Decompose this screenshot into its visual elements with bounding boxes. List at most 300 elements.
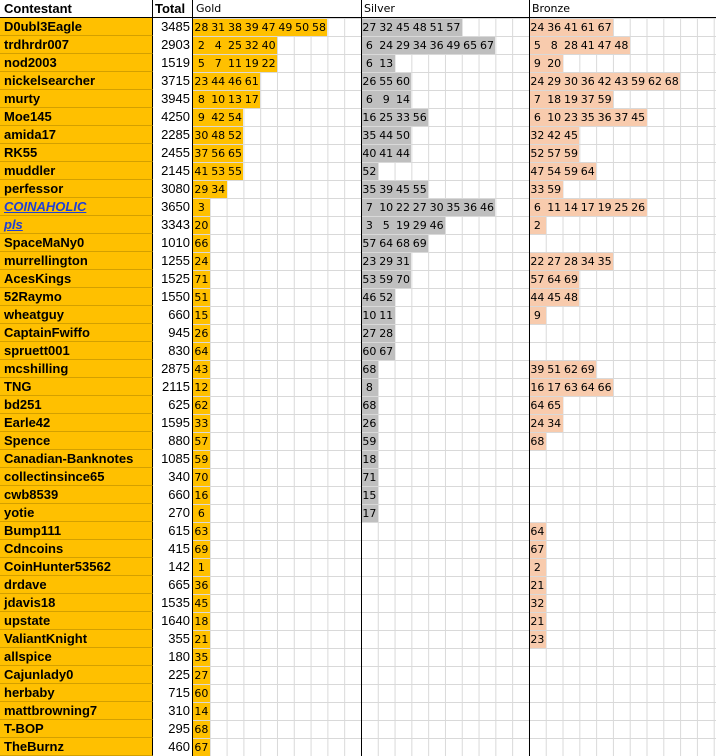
contestant-name[interactable]: CaptainFwiffo bbox=[0, 324, 153, 342]
silver-cell[interactable]: 45 bbox=[395, 21, 410, 34]
gold-cell[interactable]: 65 bbox=[227, 147, 242, 160]
silver-cell[interactable]: 67 bbox=[479, 39, 494, 52]
bronze-cell[interactable]: 59 bbox=[547, 183, 562, 196]
bronze-cell[interactable]: 28 bbox=[563, 39, 578, 52]
total-cell[interactable]: 1595 bbox=[153, 414, 193, 432]
header-bronze[interactable]: Bronze bbox=[529, 0, 716, 18]
gold-cell[interactable]: 44 bbox=[211, 75, 226, 88]
silver-cell[interactable]: 26 bbox=[362, 75, 377, 88]
silver-cell[interactable]: 57 bbox=[446, 21, 461, 34]
silver-cell[interactable]: 35 bbox=[362, 129, 377, 142]
bronze-cell[interactable]: 67 bbox=[530, 543, 545, 556]
gold-cell[interactable]: 31 bbox=[211, 21, 226, 34]
bronze-cell[interactable]: 19 bbox=[563, 93, 578, 106]
bronze-cell[interactable]: 34 bbox=[580, 255, 595, 268]
bronze-cell[interactable]: 2 bbox=[529, 217, 546, 234]
bronze-cell[interactable]: 51 bbox=[547, 363, 562, 376]
gold-cell[interactable]: 13 bbox=[227, 93, 242, 106]
gold-cell[interactable]: 52 bbox=[227, 129, 242, 142]
silver-cell[interactable]: 7 bbox=[361, 199, 378, 216]
silver-cell[interactable]: 11 bbox=[379, 309, 394, 322]
bronze-cell[interactable]: 9 bbox=[529, 307, 546, 324]
bronze-cell[interactable]: 5 bbox=[529, 37, 546, 54]
bronze-cell[interactable]: 6 bbox=[529, 109, 546, 126]
total-cell[interactable]: 415 bbox=[153, 540, 193, 558]
silver-cell[interactable]: 10 bbox=[379, 201, 394, 214]
bronze-cell[interactable]: 16 bbox=[530, 381, 545, 394]
silver-cell[interactable]: 71 bbox=[362, 471, 377, 484]
silver-cell[interactable]: 16 bbox=[362, 111, 377, 124]
gold-cell[interactable]: 4 bbox=[210, 37, 227, 54]
gold-cell[interactable]: 15 bbox=[194, 309, 209, 322]
silver-cell[interactable]: 19 bbox=[395, 219, 410, 232]
silver-cell[interactable]: 27 bbox=[362, 21, 377, 34]
contestant-name[interactable]: Moe145 bbox=[0, 108, 153, 126]
silver-cell[interactable]: 15 bbox=[362, 489, 377, 502]
silver-cell[interactable]: 28 bbox=[379, 327, 394, 340]
silver-cell[interactable]: 36 bbox=[429, 39, 444, 52]
bronze-cell[interactable]: 20 bbox=[547, 57, 562, 70]
gold-cell[interactable]: 7 bbox=[210, 55, 227, 72]
contestant-name[interactable]: TNG bbox=[0, 378, 153, 396]
total-cell[interactable]: 3715 bbox=[153, 72, 193, 90]
silver-cell[interactable]: 70 bbox=[395, 273, 410, 286]
gold-cell[interactable]: 48 bbox=[211, 129, 226, 142]
bronze-cell[interactable]: 54 bbox=[547, 165, 562, 178]
gold-cell[interactable]: 8 bbox=[193, 91, 210, 108]
bronze-cell[interactable]: 24 bbox=[530, 21, 545, 34]
total-cell[interactable]: 1525 bbox=[153, 270, 193, 288]
total-cell[interactable]: 270 bbox=[153, 504, 193, 522]
bronze-cell[interactable]: 57 bbox=[547, 147, 562, 160]
gold-cell[interactable]: 11 bbox=[227, 57, 242, 70]
total-cell[interactable]: 340 bbox=[153, 468, 193, 486]
contestant-name[interactable]: SpaceMaNy0 bbox=[0, 234, 153, 252]
total-cell[interactable]: 3945 bbox=[153, 90, 193, 108]
bronze-cell[interactable]: 67 bbox=[597, 21, 612, 34]
gold-cell[interactable]: 71 bbox=[194, 273, 209, 286]
header-contestant[interactable]: Contestant bbox=[0, 0, 153, 18]
gold-cell[interactable]: 20 bbox=[194, 219, 209, 232]
bronze-cell[interactable]: 64 bbox=[580, 381, 595, 394]
bronze-cell[interactable]: 41 bbox=[580, 39, 595, 52]
gold-cell[interactable]: 25 bbox=[227, 39, 242, 52]
bronze-cell[interactable]: 41 bbox=[563, 21, 578, 34]
contestant-name[interactable]: mattbrowning7 bbox=[0, 702, 153, 720]
bronze-cell[interactable]: 35 bbox=[597, 255, 612, 268]
gold-cell[interactable]: 50 bbox=[295, 21, 310, 34]
total-cell[interactable]: 615 bbox=[153, 522, 193, 540]
contestant-name[interactable]: upstate bbox=[0, 612, 153, 630]
total-cell[interactable]: 625 bbox=[153, 396, 193, 414]
gold-cell[interactable]: 66 bbox=[194, 237, 209, 250]
contestant-name[interactable]: murty bbox=[0, 90, 153, 108]
silver-cell[interactable]: 46 bbox=[362, 291, 377, 304]
silver-cell[interactable]: 25 bbox=[379, 111, 394, 124]
bronze-cell[interactable]: 42 bbox=[547, 129, 562, 142]
gold-cell[interactable]: 61 bbox=[244, 75, 259, 88]
gold-cell[interactable]: 39 bbox=[244, 21, 259, 34]
bronze-cell[interactable]: 8 bbox=[546, 37, 563, 54]
silver-cell[interactable]: 68 bbox=[362, 399, 377, 412]
gold-cell[interactable]: 67 bbox=[194, 741, 209, 754]
gold-cell[interactable]: 70 bbox=[194, 471, 209, 484]
silver-cell[interactable]: 59 bbox=[362, 435, 377, 448]
silver-cell[interactable]: 57 bbox=[362, 237, 377, 250]
bronze-cell[interactable]: 26 bbox=[631, 201, 646, 214]
bronze-cell[interactable]: 43 bbox=[614, 75, 629, 88]
total-cell[interactable]: 2875 bbox=[153, 360, 193, 378]
silver-cell[interactable]: 60 bbox=[395, 75, 410, 88]
gold-cell[interactable]: 38 bbox=[227, 21, 242, 34]
silver-cell[interactable]: 55 bbox=[412, 183, 427, 196]
total-cell[interactable]: 3343 bbox=[153, 216, 193, 234]
gold-cell[interactable]: 40 bbox=[261, 39, 276, 52]
total-cell[interactable]: 2115 bbox=[153, 378, 193, 396]
bronze-cell[interactable]: 65 bbox=[547, 399, 562, 412]
gold-cell[interactable]: 35 bbox=[194, 651, 209, 664]
silver-cell[interactable]: 36 bbox=[463, 201, 478, 214]
bronze-cell[interactable]: 28 bbox=[563, 255, 578, 268]
total-cell[interactable]: 142 bbox=[153, 558, 193, 576]
silver-cell[interactable]: 6 bbox=[361, 55, 378, 72]
gold-cell[interactable]: 68 bbox=[194, 723, 209, 736]
gold-cell[interactable]: 56 bbox=[211, 147, 226, 160]
contestant-name[interactable]: muddler bbox=[0, 162, 153, 180]
bronze-cell[interactable]: 36 bbox=[547, 21, 562, 34]
contestant-name[interactable]: spruett001 bbox=[0, 342, 153, 360]
contestant-name[interactable]: AcesKings bbox=[0, 270, 153, 288]
silver-cell[interactable]: 29 bbox=[395, 39, 410, 52]
gold-cell[interactable]: 19 bbox=[244, 57, 259, 70]
silver-cell[interactable]: 3 bbox=[361, 217, 378, 234]
bronze-cell[interactable]: 62 bbox=[563, 363, 578, 376]
silver-cell[interactable]: 50 bbox=[395, 129, 410, 142]
bronze-cell[interactable]: 44 bbox=[530, 291, 545, 304]
contestant-name[interactable]: CoinHunter53562 bbox=[0, 558, 153, 576]
bronze-cell[interactable]: 64 bbox=[547, 273, 562, 286]
gold-cell[interactable]: 69 bbox=[194, 543, 209, 556]
total-cell[interactable]: 355 bbox=[153, 630, 193, 648]
total-cell[interactable]: 3485 bbox=[153, 18, 193, 36]
gold-cell[interactable]: 9 bbox=[193, 109, 210, 126]
gold-cell[interactable]: 23 bbox=[194, 75, 209, 88]
gold-cell[interactable]: 46 bbox=[227, 75, 242, 88]
bronze-cell[interactable]: 21 bbox=[530, 579, 545, 592]
silver-cell[interactable]: 34 bbox=[412, 39, 427, 52]
contestant-name[interactable]: 52Raymo bbox=[0, 288, 153, 306]
silver-cell[interactable]: 67 bbox=[379, 345, 394, 358]
bronze-cell[interactable]: 35 bbox=[580, 111, 595, 124]
contestant-name[interactable]: mcshilling bbox=[0, 360, 153, 378]
gold-cell[interactable]: 16 bbox=[194, 489, 209, 502]
contestant-name[interactable]: trdhrdr007 bbox=[0, 36, 153, 54]
contestant-name[interactable]: wheatguy bbox=[0, 306, 153, 324]
contestant-name[interactable]: collectinsince65 bbox=[0, 468, 153, 486]
bronze-cell[interactable]: 37 bbox=[614, 111, 629, 124]
gold-cell[interactable]: 47 bbox=[261, 21, 276, 34]
total-cell[interactable]: 660 bbox=[153, 306, 193, 324]
bronze-cell[interactable]: 45 bbox=[563, 129, 578, 142]
silver-cell[interactable]: 29 bbox=[412, 219, 427, 232]
silver-cell[interactable]: 26 bbox=[362, 417, 377, 430]
bronze-cell[interactable]: 69 bbox=[580, 363, 595, 376]
silver-cell[interactable]: 30 bbox=[429, 201, 444, 214]
bronze-cell[interactable]: 19 bbox=[597, 201, 612, 214]
gold-cell[interactable]: 58 bbox=[311, 21, 326, 34]
bronze-cell[interactable]: 11 bbox=[547, 201, 562, 214]
total-cell[interactable]: 295 bbox=[153, 720, 193, 738]
total-cell[interactable]: 830 bbox=[153, 342, 193, 360]
gold-cell[interactable]: 54 bbox=[227, 111, 242, 124]
bronze-cell[interactable]: 47 bbox=[530, 165, 545, 178]
bronze-cell[interactable]: 18 bbox=[547, 93, 562, 106]
bronze-cell[interactable]: 68 bbox=[664, 75, 679, 88]
silver-cell[interactable]: 14 bbox=[395, 93, 410, 106]
total-cell[interactable]: 660 bbox=[153, 486, 193, 504]
total-cell[interactable]: 2903 bbox=[153, 36, 193, 54]
bronze-cell[interactable]: 48 bbox=[614, 39, 629, 52]
silver-cell[interactable]: 44 bbox=[379, 129, 394, 142]
gold-cell[interactable]: 41 bbox=[194, 165, 209, 178]
bronze-cell[interactable]: 64 bbox=[580, 165, 595, 178]
contestant-name[interactable]: Spence bbox=[0, 432, 153, 450]
total-cell[interactable]: 1085 bbox=[153, 450, 193, 468]
silver-cell[interactable]: 40 bbox=[362, 147, 377, 160]
gold-cell[interactable]: 45 bbox=[194, 597, 209, 610]
bronze-cell[interactable]: 59 bbox=[631, 75, 646, 88]
silver-cell[interactable]: 31 bbox=[395, 255, 410, 268]
bronze-cell[interactable]: 42 bbox=[597, 75, 612, 88]
silver-cell[interactable]: 64 bbox=[379, 237, 394, 250]
total-cell[interactable]: 460 bbox=[153, 738, 193, 756]
contestant-name[interactable]: bd251 bbox=[0, 396, 153, 414]
total-cell[interactable]: 225 bbox=[153, 666, 193, 684]
total-cell[interactable]: 180 bbox=[153, 648, 193, 666]
total-cell[interactable]: 1550 bbox=[153, 288, 193, 306]
gold-cell[interactable]: 26 bbox=[194, 327, 209, 340]
bronze-cell[interactable]: 68 bbox=[530, 435, 545, 448]
gold-cell[interactable]: 12 bbox=[194, 381, 209, 394]
silver-cell[interactable]: 56 bbox=[412, 111, 427, 124]
gold-cell[interactable]: 6 bbox=[193, 505, 210, 522]
contestant-name[interactable]: T-BOP bbox=[0, 720, 153, 738]
contestant-name[interactable]: perfessor bbox=[0, 180, 153, 198]
bronze-cell[interactable]: 37 bbox=[580, 93, 595, 106]
bronze-cell[interactable]: 39 bbox=[530, 363, 545, 376]
silver-cell[interactable]: 22 bbox=[395, 201, 410, 214]
gold-cell[interactable]: 18 bbox=[194, 615, 209, 628]
bronze-cell[interactable]: 57 bbox=[530, 273, 545, 286]
contestant-name[interactable]: Cajunlady0 bbox=[0, 666, 153, 684]
silver-cell[interactable]: 51 bbox=[429, 21, 444, 34]
bronze-cell[interactable]: 59 bbox=[563, 147, 578, 160]
silver-cell[interactable]: 32 bbox=[379, 21, 394, 34]
gold-cell[interactable]: 59 bbox=[194, 453, 209, 466]
bronze-cell[interactable]: 9 bbox=[529, 55, 546, 72]
gold-cell[interactable]: 1 bbox=[193, 559, 210, 576]
total-cell[interactable]: 3650 bbox=[153, 198, 193, 216]
bronze-cell[interactable]: 34 bbox=[547, 417, 562, 430]
silver-cell[interactable]: 33 bbox=[395, 111, 410, 124]
gold-cell[interactable]: 51 bbox=[194, 291, 209, 304]
bronze-cell[interactable]: 14 bbox=[563, 201, 578, 214]
contestant-name[interactable]: allspice bbox=[0, 648, 153, 666]
gold-cell[interactable]: 49 bbox=[278, 21, 293, 34]
silver-cell[interactable]: 35 bbox=[446, 201, 461, 214]
gold-cell[interactable]: 60 bbox=[194, 687, 209, 700]
gold-cell[interactable]: 57 bbox=[194, 435, 209, 448]
bronze-cell[interactable]: 10 bbox=[547, 111, 562, 124]
header-silver[interactable]: Silver bbox=[361, 0, 529, 18]
bronze-cell[interactable]: 7 bbox=[529, 91, 546, 108]
contestant-name[interactable]: Canadian-Banknotes bbox=[0, 450, 153, 468]
gold-cell[interactable]: 21 bbox=[194, 633, 209, 646]
total-cell[interactable]: 3080 bbox=[153, 180, 193, 198]
total-cell[interactable]: 715 bbox=[153, 684, 193, 702]
silver-cell[interactable]: 45 bbox=[395, 183, 410, 196]
bronze-cell[interactable]: 45 bbox=[631, 111, 646, 124]
silver-cell[interactable]: 48 bbox=[412, 21, 427, 34]
bronze-cell[interactable]: 63 bbox=[563, 381, 578, 394]
contestant-name[interactable]: Bump111 bbox=[0, 522, 153, 540]
total-cell[interactable]: 1255 bbox=[153, 252, 193, 270]
gold-cell[interactable]: 5 bbox=[193, 55, 210, 72]
contestant-name[interactable]: amida17 bbox=[0, 126, 153, 144]
contestant-name[interactable]: Earle42 bbox=[0, 414, 153, 432]
bronze-cell[interactable]: 48 bbox=[563, 291, 578, 304]
gold-cell[interactable]: 63 bbox=[194, 525, 209, 538]
silver-cell[interactable]: 49 bbox=[446, 39, 461, 52]
gold-cell[interactable]: 33 bbox=[194, 417, 209, 430]
contestant-name[interactable]: drdave bbox=[0, 576, 153, 594]
silver-cell[interactable]: 17 bbox=[362, 507, 377, 520]
silver-cell[interactable]: 69 bbox=[412, 237, 427, 250]
total-cell[interactable]: 1010 bbox=[153, 234, 193, 252]
bronze-cell[interactable]: 23 bbox=[530, 633, 545, 646]
bronze-cell[interactable]: 36 bbox=[580, 75, 595, 88]
silver-cell[interactable]: 23 bbox=[362, 255, 377, 268]
silver-cell[interactable]: 52 bbox=[379, 291, 394, 304]
bronze-cell[interactable]: 33 bbox=[530, 183, 545, 196]
contestant-name[interactable]: nickelsearcher bbox=[0, 72, 153, 90]
bronze-cell[interactable]: 45 bbox=[547, 291, 562, 304]
contestant-name[interactable]: herbaby bbox=[0, 684, 153, 702]
bronze-cell[interactable]: 59 bbox=[597, 93, 612, 106]
silver-cell[interactable]: 65 bbox=[463, 39, 478, 52]
silver-cell[interactable]: 13 bbox=[379, 57, 394, 70]
bronze-cell[interactable]: 2 bbox=[529, 559, 546, 576]
bronze-cell[interactable]: 64 bbox=[530, 525, 545, 538]
silver-cell[interactable]: 59 bbox=[379, 273, 394, 286]
contestant-name[interactable]: cwb8539 bbox=[0, 486, 153, 504]
gold-cell[interactable]: 27 bbox=[194, 669, 209, 682]
bronze-cell[interactable]: 29 bbox=[547, 75, 562, 88]
bronze-cell[interactable]: 6 bbox=[529, 199, 546, 216]
contestant-name[interactable]: RK55 bbox=[0, 144, 153, 162]
total-cell[interactable]: 2145 bbox=[153, 162, 193, 180]
silver-cell[interactable]: 27 bbox=[412, 201, 427, 214]
gold-cell[interactable]: 22 bbox=[261, 57, 276, 70]
silver-cell[interactable]: 44 bbox=[395, 147, 410, 160]
gold-cell[interactable]: 34 bbox=[211, 183, 226, 196]
total-cell[interactable]: 1640 bbox=[153, 612, 193, 630]
total-cell[interactable]: 2285 bbox=[153, 126, 193, 144]
silver-cell[interactable]: 24 bbox=[379, 39, 394, 52]
total-cell[interactable]: 880 bbox=[153, 432, 193, 450]
gold-cell[interactable]: 3 bbox=[193, 199, 210, 216]
silver-cell[interactable]: 6 bbox=[361, 37, 378, 54]
bronze-cell[interactable]: 21 bbox=[530, 615, 545, 628]
silver-cell[interactable]: 55 bbox=[379, 75, 394, 88]
total-cell[interactable]: 4250 bbox=[153, 108, 193, 126]
bronze-cell[interactable]: 36 bbox=[597, 111, 612, 124]
gold-cell[interactable]: 32 bbox=[244, 39, 259, 52]
bronze-cell[interactable]: 23 bbox=[563, 111, 578, 124]
bronze-cell[interactable]: 69 bbox=[563, 273, 578, 286]
gold-cell[interactable]: 53 bbox=[211, 165, 226, 178]
contestant-link[interactable]: pls bbox=[0, 216, 153, 234]
silver-cell[interactable]: 10 bbox=[362, 309, 377, 322]
gold-cell[interactable]: 24 bbox=[194, 255, 209, 268]
gold-cell[interactable]: 62 bbox=[194, 399, 209, 412]
contestant-name[interactable]: nod2003 bbox=[0, 54, 153, 72]
gold-cell[interactable]: 30 bbox=[194, 129, 209, 142]
bronze-cell[interactable]: 61 bbox=[580, 21, 595, 34]
gold-cell[interactable]: 42 bbox=[211, 111, 226, 124]
total-cell[interactable]: 1535 bbox=[153, 594, 193, 612]
bronze-cell[interactable]: 52 bbox=[530, 147, 545, 160]
bronze-cell[interactable]: 17 bbox=[580, 201, 595, 214]
gold-cell[interactable]: 29 bbox=[194, 183, 209, 196]
header-gold[interactable]: Gold bbox=[193, 0, 361, 18]
silver-cell[interactable]: 53 bbox=[362, 273, 377, 286]
silver-cell[interactable]: 18 bbox=[362, 453, 377, 466]
bronze-cell[interactable]: 64 bbox=[530, 399, 545, 412]
contestant-link[interactable]: COINAHOLIC bbox=[0, 198, 153, 216]
contestant-name[interactable]: TheBurnz bbox=[0, 738, 153, 756]
silver-cell[interactable]: 9 bbox=[378, 91, 395, 108]
total-cell[interactable]: 2455 bbox=[153, 144, 193, 162]
total-cell[interactable]: 665 bbox=[153, 576, 193, 594]
silver-cell[interactable]: 35 bbox=[362, 183, 377, 196]
bronze-cell[interactable]: 24 bbox=[530, 75, 545, 88]
bronze-cell[interactable]: 47 bbox=[597, 39, 612, 52]
total-cell[interactable]: 1519 bbox=[153, 54, 193, 72]
silver-cell[interactable]: 46 bbox=[429, 219, 444, 232]
silver-cell[interactable]: 60 bbox=[362, 345, 377, 358]
silver-cell[interactable]: 5 bbox=[378, 217, 395, 234]
total-cell[interactable]: 945 bbox=[153, 324, 193, 342]
gold-cell[interactable]: 2 bbox=[193, 37, 210, 54]
silver-cell[interactable]: 68 bbox=[362, 363, 377, 376]
bronze-cell[interactable]: 32 bbox=[530, 129, 545, 142]
header-total[interactable]: Total bbox=[153, 0, 193, 18]
silver-cell[interactable]: 46 bbox=[479, 201, 494, 214]
contestant-name[interactable]: Cdncoins bbox=[0, 540, 153, 558]
gold-cell[interactable]: 28 bbox=[194, 21, 209, 34]
gold-cell[interactable]: 37 bbox=[194, 147, 209, 160]
gold-cell[interactable]: 43 bbox=[194, 363, 209, 376]
bronze-cell[interactable]: 25 bbox=[614, 201, 629, 214]
bronze-cell[interactable]: 24 bbox=[530, 417, 545, 430]
gold-cell[interactable]: 10 bbox=[211, 93, 226, 106]
gold-cell[interactable]: 36 bbox=[194, 579, 209, 592]
contestant-name[interactable]: yotie bbox=[0, 504, 153, 522]
silver-cell[interactable]: 29 bbox=[379, 255, 394, 268]
gold-cell[interactable]: 17 bbox=[244, 93, 259, 106]
bronze-cell[interactable]: 32 bbox=[530, 597, 545, 610]
